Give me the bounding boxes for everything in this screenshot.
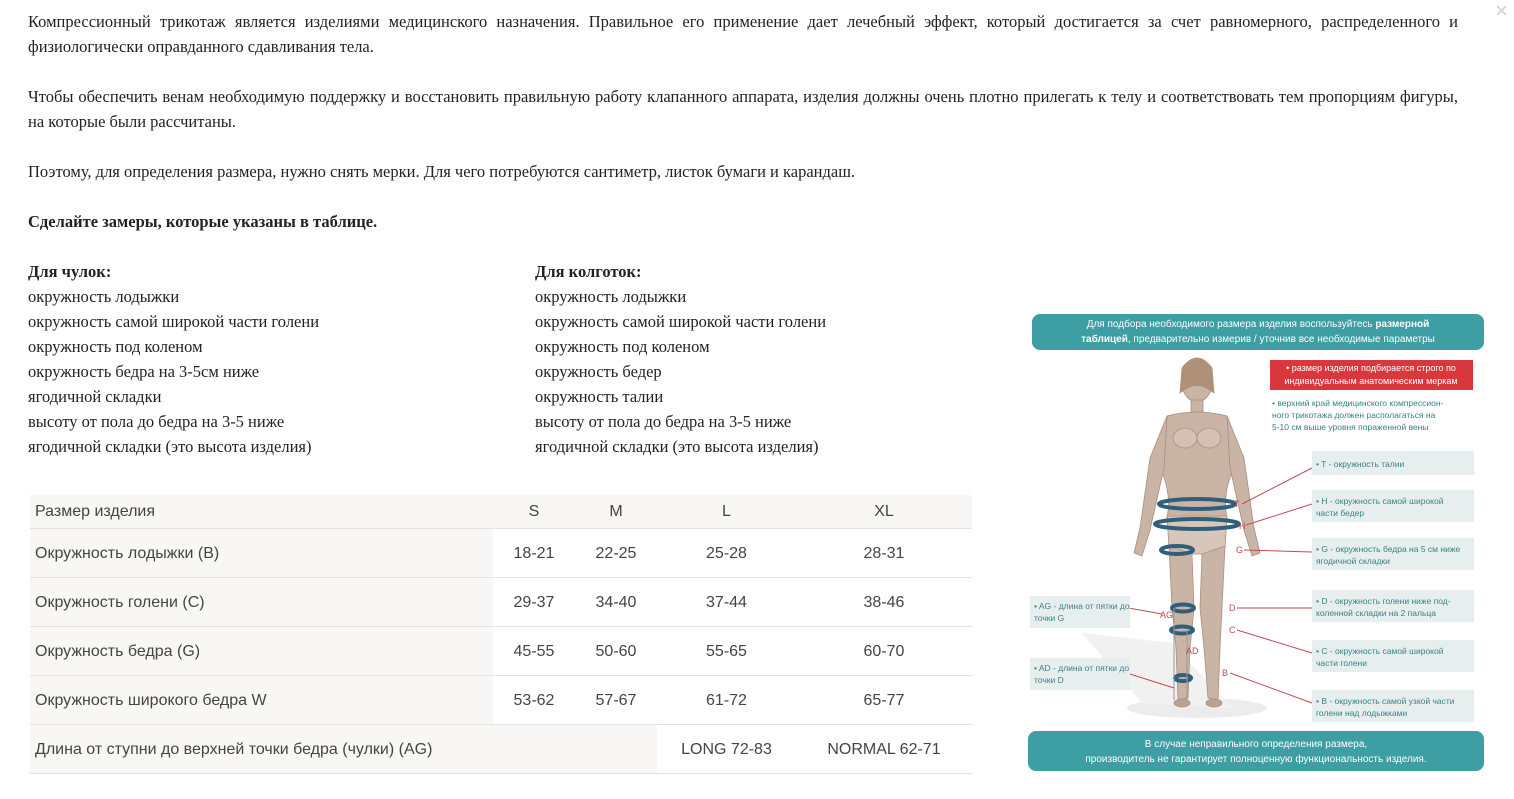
table-row: [30, 725, 972, 774]
table-cell: 61-72: [657, 676, 796, 725]
table-cell: 18-21: [493, 529, 575, 578]
table-cell: Окружность бедра (G): [30, 627, 493, 676]
intro-paragraph-1: Компрессионный трикотаж является изделиями медицинского назначения. Правильное его применение дает лечебный эффект, который достигается за счет равномерного, распределенного и физиологически оправданного сдавливания тела.: [28, 12, 1458, 56]
table-cell: 57-67: [575, 676, 657, 725]
table-cell: 28-31: [796, 529, 972, 578]
label-d: коленной складки на 2 пальца: [1316, 608, 1436, 618]
label-d: • D - окружность голени ниже под-: [1316, 596, 1451, 606]
intro-text: [28, 9, 1458, 259]
label-ag: • AG - длина от пятки до: [1034, 601, 1130, 611]
stockings-list: [28, 259, 319, 459]
table-cell: LONG 72-83: [657, 725, 796, 774]
table-cell: 38-46: [796, 578, 972, 627]
list-item: окружность под коленом: [28, 337, 203, 356]
marker-t: T: [1234, 499, 1240, 509]
label-g: ягодичной складки: [1316, 556, 1390, 566]
svg-text:Для подбора необходимого разме: [1087, 318, 1430, 330]
table-row: [30, 676, 972, 725]
note-line: 5-10 см выше уровня пораженной вены: [1272, 422, 1429, 432]
label-h: части бедер: [1316, 508, 1365, 518]
label-h: • H - окружность самой широкой: [1316, 496, 1444, 506]
table-cell: 22-25: [575, 529, 657, 578]
label-b: голени над лодыжками: [1316, 708, 1408, 718]
marker-ad: AD: [1186, 646, 1199, 656]
marker-g: G: [1236, 545, 1244, 555]
label-ag: точки G: [1034, 613, 1065, 623]
list-item: ягодичной складки (это высота изделия): [535, 437, 819, 456]
svg-text:таблицей, предварительно измер: [1081, 333, 1435, 345]
tights-title: Для колготок:: [535, 262, 642, 281]
note-line: ного трикотажа должен располагаться на: [1272, 410, 1436, 420]
red-note-line: • размер изделия подбирается строго по: [1286, 363, 1456, 373]
measurement-diagram: [1022, 308, 1492, 778]
list-item: высоту от пола до бедра на 3-5 ниже: [28, 412, 285, 431]
label-c: части голени: [1316, 658, 1367, 668]
table-cell: 50-60: [575, 627, 657, 676]
list-item: окружность лодыжки: [535, 287, 687, 306]
table-row: [30, 529, 972, 578]
bottom-banner-line: В случае неправильного определения размера,: [1144, 739, 1368, 750]
table-header-cell: S: [493, 495, 575, 529]
marker-ag: AG: [1160, 610, 1174, 620]
table-cell: Окружность голени (C): [30, 578, 493, 627]
banner-text: Для подбора необходимого размера изделия воспользуйтесь: [1086, 319, 1373, 330]
table-row: [30, 578, 972, 627]
marker-h: H: [1239, 521, 1246, 531]
table-row: [30, 627, 972, 676]
banner-text: , предварительно измерив / уточнив все необходимые параметры: [1127, 334, 1435, 345]
note-line: • верхний край медицинского компрессион-: [1272, 398, 1444, 408]
table-cell: 65-77: [796, 676, 972, 725]
stockings-title: Для чулок:: [28, 262, 112, 281]
label-c: • C - окружность самой широкой: [1316, 646, 1444, 656]
label-t: • T - окружность талии: [1316, 459, 1405, 469]
intro-instruction: Сделайте замеры, которые указаны в таблице.: [28, 212, 378, 231]
banner-bold: таблицей: [1081, 334, 1128, 345]
marker-b: B: [1222, 668, 1229, 678]
label-g: • G - окружность бедра на 5 см ниже: [1316, 544, 1461, 554]
marker-d: D: [1229, 603, 1236, 613]
top-banner: [1032, 314, 1484, 350]
list-item: окружность бедер: [535, 362, 662, 381]
list-item: окружность лодыжки: [28, 287, 180, 306]
red-note-line: индивидуальным анатомическим меркам: [1284, 376, 1458, 386]
tights-list: [535, 259, 826, 459]
list-item: окружность под коленом: [535, 337, 710, 356]
list-item: окружность самой широкой части голени: [28, 312, 320, 331]
table-cell: 55-65: [657, 627, 796, 676]
table-header-cell: L: [657, 495, 796, 529]
intro-paragraph-3: Поэтому, для определения размера, нужно снять мерки. Для чего потребуются сантиметр, листок бумаги и карандаш.: [28, 162, 856, 181]
table-cell: 37-44: [657, 578, 796, 627]
table-cell: Длина от ступни до верхней точки бедра (чулки) (AG): [30, 725, 493, 774]
list-item: окружность бедра на 3-5см ниже: [28, 362, 260, 381]
table-cell: 29-37: [493, 578, 575, 627]
banner-bold: размерной: [1375, 319, 1430, 330]
bottom-banner: [1028, 731, 1484, 771]
bottom-banner-line: производитель не гарантирует полноценную функциональность изделия.: [1085, 754, 1427, 765]
table-cell: [493, 725, 657, 774]
table-cell: Окружность лодыжки (B): [30, 529, 493, 578]
table-cell: 53-62: [493, 676, 575, 725]
table-cell: 45-55: [493, 627, 575, 676]
list-item: ягодичной складки: [28, 387, 162, 406]
list-item: высоту от пола до бедра на 3-5 ниже: [535, 412, 792, 431]
marker-c: C: [1229, 625, 1236, 635]
table-cell: Окружность широкого бедра W: [30, 676, 493, 725]
table-cell: NORMAL 62-71: [796, 725, 972, 774]
size-table: [30, 495, 972, 774]
table-cell: 60-70: [796, 627, 972, 676]
list-item: окружность самой широкой части голени: [535, 312, 827, 331]
label-b: • B - окружность самой узкой части: [1316, 696, 1455, 706]
table-header-cell: Размер изделия: [30, 495, 493, 529]
table-header-cell: M: [575, 495, 657, 529]
list-item: ягодичной складки (это высота изделия): [28, 437, 312, 456]
label-ad: • AD - длина от пятки до: [1034, 663, 1130, 673]
table-cell: 34-40: [575, 578, 657, 627]
table-header-row: [30, 495, 972, 529]
list-item: окружность талии: [535, 387, 664, 406]
table-cell: 25-28: [657, 529, 796, 578]
close-icon[interactable]: ×: [1495, 0, 1508, 23]
label-ad: точки D: [1034, 675, 1064, 685]
table-header-cell: XL: [796, 495, 972, 529]
intro-paragraph-2: Чтобы обеспечить венам необходимую поддержку и восстановить правильную работу клапанного аппарата, изделия должны очень плотно прилегать к телу и соответствовать тем пропорциям фигуры, на которые были рассчитаны.: [28, 87, 1458, 131]
